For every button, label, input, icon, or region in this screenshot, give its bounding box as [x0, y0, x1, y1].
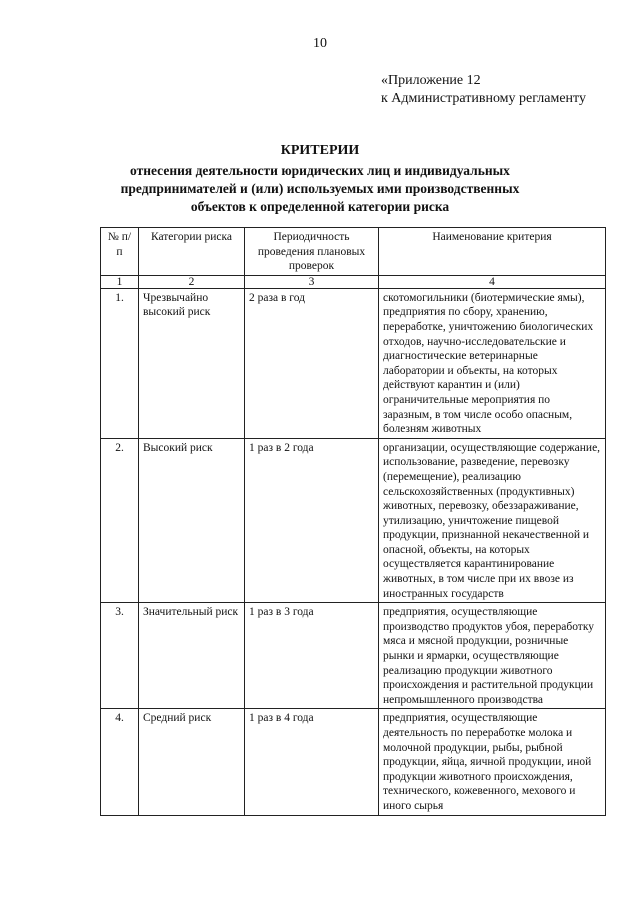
column-number-row	[101, 275, 606, 288]
column-number: 3	[245, 275, 379, 288]
table-row	[101, 438, 606, 603]
row-number: 2.	[101, 438, 139, 603]
row-criterion: предприятия, осуществляющие производство продуктов убоя, переработку мяса и мясной продукции, розничные рынки и ярмарки, осуществляющие реализацию продукции животного происхождения и растительной продукции непромышленного производства	[379, 603, 606, 709]
row-category: Средний риск	[139, 709, 245, 815]
row-frequency: 1 раз в 4 года	[245, 709, 379, 815]
header-frequency: Периодичность проведения плановых проверок	[245, 228, 379, 276]
title-line-1: отнесения деятельности юридических лиц и индивидуальных	[130, 163, 510, 178]
document-title	[40, 142, 600, 216]
title-line-3: объектов к определенной категории риска	[190, 199, 450, 214]
row-frequency: 1 раз в 3 года	[245, 603, 379, 709]
page-number: 10	[313, 36, 327, 51]
row-number: 4.	[101, 709, 139, 815]
row-criterion: организации, осуществляющие содержание, использование, разведение, перевозку (перемещение), реализацию сельскохозяйственных (продуктивных) животных, перевозку, обеззараживание, утилизацию, уничтожение пищевой продукции, признанной некачественной и опасной, объекты, на которых осуществляется карантинирование животных, в том числе при их ввозе из иностранных государств	[379, 438, 606, 603]
appendix-reference	[381, 72, 586, 108]
appendix-line-2: к Административному регламенту	[381, 91, 586, 106]
header-criterion: Наименование критерия	[379, 228, 606, 276]
title-main: КРИТЕРИИ	[280, 143, 360, 158]
criteria-table	[100, 227, 606, 816]
row-criterion: скотомогильники (биотермические ямы), предприятия по сбору, хранению, переработке, уничтожению биологических отходов, научно-исследовательские и диагностические ветеринарные лаборатории и объекты, на которых действуют карантин и (или) ограничительные мероприятия по заразным, в том числе особо опасным, болезням животных	[379, 288, 606, 438]
title-line-2: предпринимателей и (или) используемых ими производственных	[120, 181, 520, 196]
row-criterion: предприятия, осуществляющие деятельность по переработке молока и молочной продукции, рыбы, рыбной продукции, яйца, яичной продукции, иной продукции животного происхождения, технического, кожевенного, мехового и иного сырья	[379, 709, 606, 815]
header-category: Категории риска	[139, 228, 245, 276]
appendix-line-1: «Приложение 12	[381, 73, 481, 88]
column-number: 1	[101, 275, 139, 288]
row-frequency: 1 раз в 2 года	[245, 438, 379, 603]
table-header-row	[101, 228, 606, 276]
column-number: 4	[379, 275, 606, 288]
row-frequency: 2 раза в год	[245, 288, 379, 438]
table-row	[101, 709, 606, 815]
column-number: 2	[139, 275, 245, 288]
row-number: 3.	[101, 603, 139, 709]
table-row	[101, 288, 606, 438]
header-no: № п/п	[101, 228, 139, 276]
row-number: 1.	[101, 288, 139, 438]
row-category: Значительный риск	[139, 603, 245, 709]
table-row	[101, 603, 606, 709]
row-category: Высокий риск	[139, 438, 245, 603]
row-category: Чрезвычайно высокий риск	[139, 288, 245, 438]
